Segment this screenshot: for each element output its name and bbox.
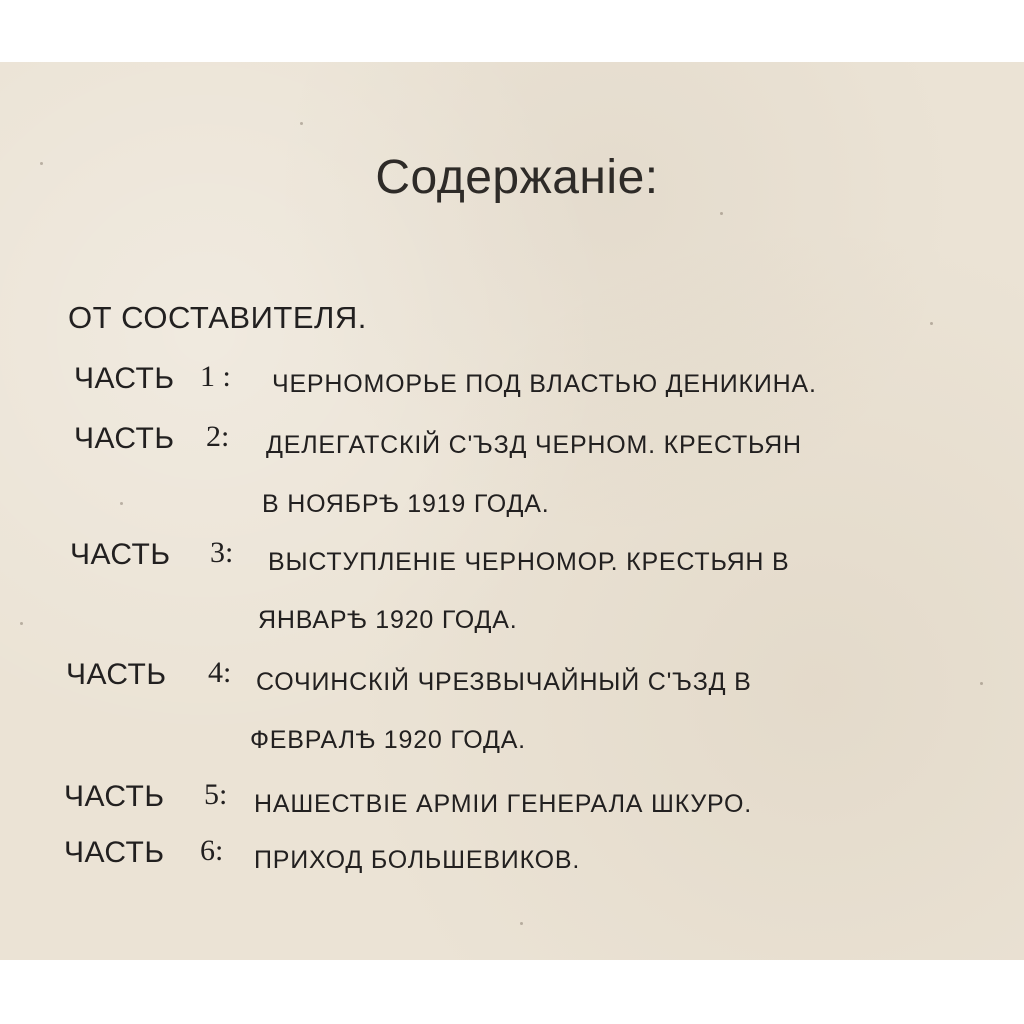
part-label: ЧАСТЬ [64,836,165,869]
scanned-page [0,62,1024,960]
paper-speck [520,922,523,925]
paper-speck [300,122,303,125]
part-title-line: ЧЕРНОМОРЬЕ ПОД ВЛАСТЬЮ ДЕНИКИНА. [272,370,817,398]
paper-speck [930,322,933,325]
part-number: 5: [204,778,228,811]
paper-speck [40,162,43,165]
paper-speck [120,502,123,505]
paper-speck [980,682,983,685]
part-label: ЧАСТЬ [70,538,171,571]
part-label: ЧАСТЬ [74,422,175,455]
part-title-line: ВЫСТУПЛЕНІЕ ЧЕРНОМОР. КРЕСТЬЯН В [268,548,790,576]
part-title-line: НАШЕСТВІЕ АРМІИ ГЕНЕРАЛА ШКУРО. [254,790,752,818]
part-number: 1 : [200,360,231,393]
part-label: ЧАСТЬ [64,780,165,813]
part-label: ЧАСТЬ [74,362,175,395]
part-number: 3: [210,536,234,569]
part-title-line: ПРИХОД БОЛЬШЕВИКОВ. [254,846,581,874]
part-number: 4: [208,656,232,689]
page-title: Содержаніе: [375,151,659,204]
part-title-line: ЯНВАРѢ 1920 ГОДА. [258,606,518,634]
paper-speck [720,212,723,215]
intro-entry: ОТ СОСТАВИТЕЛЯ. [68,300,367,335]
part-number: 6: [200,834,224,867]
part-label: ЧАСТЬ [66,658,167,691]
part-number: 2: [206,420,230,453]
paper-speck [20,622,23,625]
part-title-line: В НОЯБРѢ 1919 ГОДА. [262,490,550,518]
part-title-line: СОЧИНСКІЙ ЧРЕЗВЫЧАЙНЫЙ С'ЪЗД В [256,668,752,696]
part-title-line: ФЕВРАЛѢ 1920 ГОДА. [250,726,526,754]
part-title-line: ДЕЛЕГАТСКІЙ С'ЪЗД ЧЕРНОМ. КРЕСТЬЯН [266,431,802,459]
